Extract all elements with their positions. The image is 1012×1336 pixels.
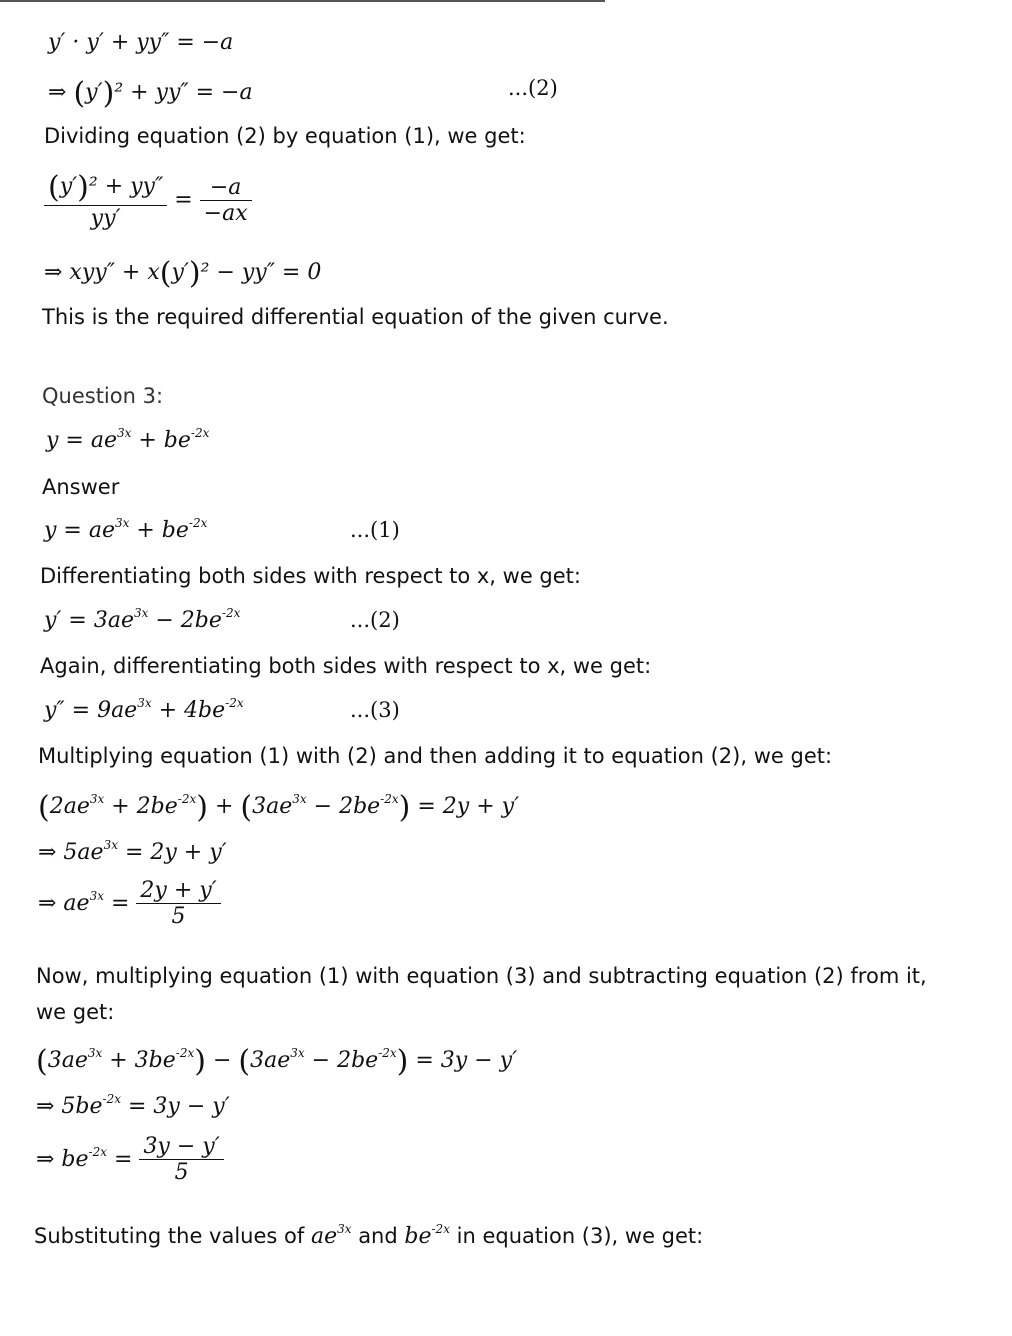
eq-ae3x-den: 5: [171, 904, 186, 929]
answer-label: Answer: [42, 475, 120, 499]
eq-subtract-simplified-text: ⇒ $5be^{-2x} = 3y - y'$: [36, 1092, 230, 1119]
eq-subtract-text: $(3ae^{3x} + 3be^{-2x}) - (3ae^{3x} - 2be^{-2x}) = 3y - y'$: [36, 1044, 518, 1079]
eq-ae3x: [38, 878, 221, 929]
eq-add: [38, 790, 519, 825]
fraction-lhs-num: (y′)² + yy″: [44, 170, 167, 206]
text-required: This is the required differential equation of the given curve.: [42, 305, 669, 329]
fraction-lhs-den: yy′: [90, 206, 121, 231]
substituting-and: and: [358, 1224, 398, 1248]
substituting-lead: Substituting the values of: [34, 1224, 305, 1248]
eq-fraction-ratio: [44, 170, 252, 231]
eq-1: [44, 518, 207, 543]
eq-ae3x-fraction: [136, 878, 220, 929]
text-dividing: Dividing equation (2) by equation (1), we get:: [44, 124, 526, 148]
fraction-equals: =: [174, 187, 193, 213]
fraction-lhs: [44, 170, 167, 231]
eq-be-2x: [36, 1134, 224, 1185]
eq-3: [44, 698, 244, 723]
fraction-rhs-den: −ax: [203, 201, 248, 226]
eq-ae3x-num: 2y + y′: [136, 878, 220, 904]
eq-subtract-simplified: [36, 1094, 230, 1119]
question-equation: [46, 428, 209, 453]
substituting-term-ae3x: $ae^{3x}$: [310, 1222, 352, 1249]
eq-prev-2-text: ⇒ (y′)² + yy″ = −a: [48, 76, 253, 111]
eq-tag-3: ...(3): [350, 698, 400, 722]
text-substituting: [34, 1224, 703, 1249]
eq-subtract: [36, 1044, 517, 1079]
substituting-term-be-2x: $be^{-2x}$: [404, 1222, 450, 1249]
top-rule: [0, 0, 605, 2]
text-differentiate-2: Again, differentiating both sides with respect to x, we get:: [40, 654, 652, 678]
eq-tag-prev-2: ...(2): [508, 76, 558, 100]
eq-be-2x-fraction: [139, 1134, 223, 1185]
eq-be-2x-den: 5: [174, 1160, 189, 1185]
text-multiply-2b: we get:: [36, 1000, 115, 1024]
eq-add-text: $(2ae^{3x} + 2be^{-2x}) + (3ae^{3x} - 2be^{-2x}) = 2y + y'$: [38, 790, 520, 825]
eq-be-2x-num: 3y − y′: [139, 1134, 223, 1160]
eq-1-text: $y = ae^{3x} + be^{-2x}$: [44, 516, 208, 543]
eq-tag-2: ...(2): [350, 608, 400, 632]
eq-add-simplified-text: ⇒ $5ae^{3x} = 2y + y'$: [38, 838, 227, 865]
eq-ae3x-lhs: ⇒ $ae^{3x}$ =: [38, 888, 130, 916]
text-multiply-2a: Now, multiplying equation (1) with equation (3) and subtracting equation (2) from it,: [36, 964, 927, 988]
fraction-rhs-num: −a: [200, 175, 252, 201]
eq-be-2x-lhs: ⇒ $be^{-2x}$ =: [36, 1144, 133, 1172]
eq-3-text: $y'' = 9ae^{3x} + 4be^{-2x}$: [44, 696, 244, 723]
eq-prev-2: [48, 76, 253, 111]
eq-tag-1: ...(1): [350, 518, 400, 542]
eq-prev-1-text: y′ · y′ + yy″ = −a: [48, 30, 234, 55]
text-differentiate-1: Differentiating both sides with respect to x, we get:: [40, 564, 581, 588]
eq-prev-1: [48, 30, 233, 55]
question-equation-text: $y = ae^{3x} + be^{-2x}$: [46, 426, 210, 453]
substituting-tail: in equation (3), we get:: [456, 1224, 704, 1248]
question-label: Question 3:: [42, 384, 164, 408]
eq-result: [44, 256, 321, 291]
eq-2: [44, 608, 240, 633]
eq-result-text: ⇒ xyy″ + x(y′)² − yy″ = 0: [44, 256, 322, 291]
eq-2-text: $y' = 3ae^{3x} - 2be^{-2x}$: [44, 606, 241, 633]
fraction-rhs: [200, 175, 252, 226]
eq-add-simplified: [38, 840, 227, 865]
text-multiply-1: Multiplying equation (1) with (2) and then adding it to equation (2), we get:: [38, 744, 833, 768]
